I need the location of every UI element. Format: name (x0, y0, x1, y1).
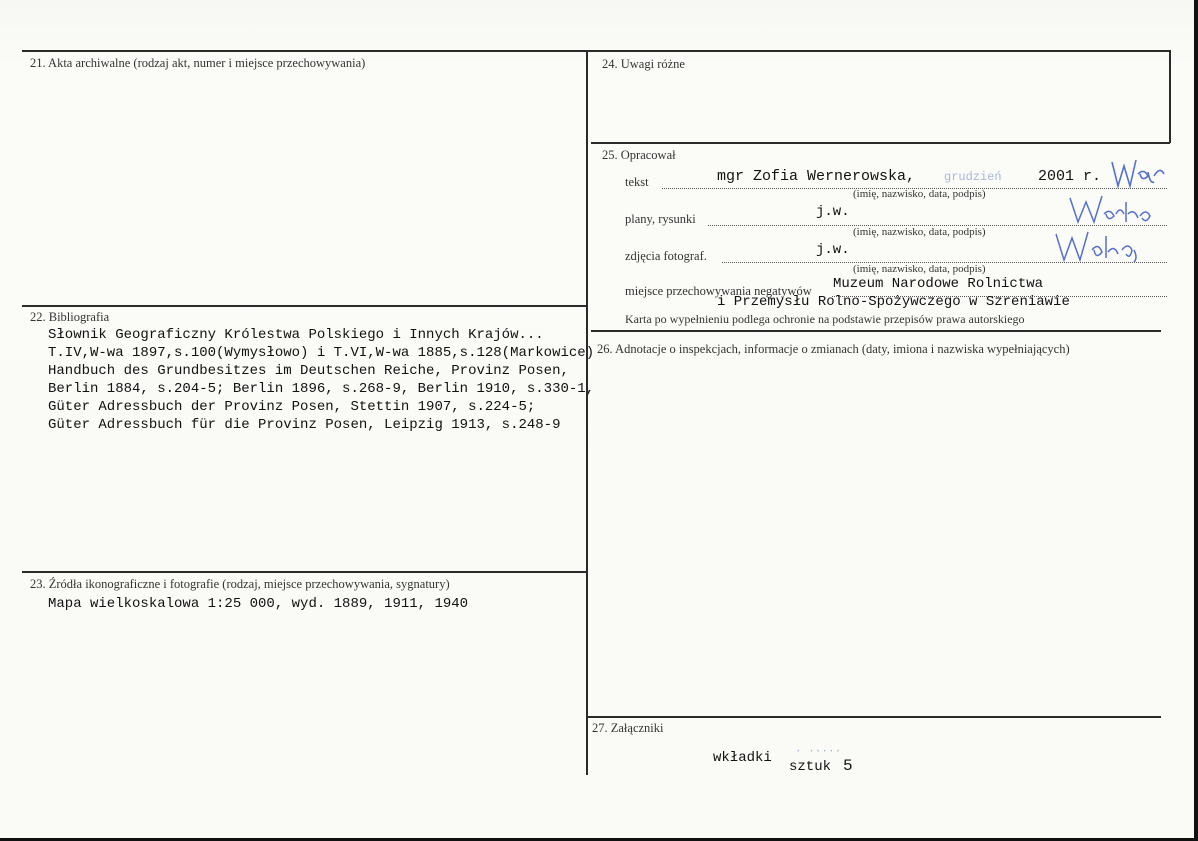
bibliography-line: Handbuch des Grundbesitzes im Deutschen Reiche, Provinz Posen, (48, 363, 569, 379)
section-27-label: 27. Załączniki (592, 721, 664, 735)
bibliography-line: T.IV,W-wa 1897,s.100(Wymysłowo) i T.VI,W-wa 1885,s.128(Markowice) (48, 345, 595, 361)
attachments-stamp: · ····· (795, 746, 842, 758)
zdjecia-hint: (imię, nazwisko, data, podpis) (853, 263, 986, 275)
zdjecia-label: zdjęcia fotograf. (625, 249, 707, 263)
negatives-line1: Muzeum Narodowe Rolnictwa (833, 276, 1044, 292)
bibliography-line: Güter Adressbuch der Provinz Posen, Stettin 1907, s.224-5; (48, 399, 536, 415)
zdjecia-value: j.w. (816, 242, 850, 258)
section-21-label: 21. Akta archiwalne (rodzaj akt, numer i miejsce przechowywania) (30, 56, 366, 70)
negatives-line2: i Przemysłu Rolno-Spożywczego w Szreniawie (717, 294, 1070, 310)
bibliography-text (48, 326, 594, 434)
top-rule (22, 50, 1170, 52)
section-22-label: 22. Bibliografia (30, 310, 110, 324)
negatives-label: miejsce przechowywania negatywów (625, 284, 812, 298)
signature-1 (1108, 152, 1168, 192)
plany-value: j.w. (816, 204, 850, 220)
scan-edge-right (1194, 0, 1198, 841)
rule-25-26 (591, 330, 1161, 332)
tekst-year: 2001 r. (1038, 168, 1102, 185)
bibliography-line: Güter Adressbuch für die Provinz Posen, Leipzig 1913, s.248-9 (48, 417, 561, 433)
right-box-edge (1169, 50, 1171, 143)
section-23-label: 23. Źródła ikonograficzne i fotografie (rodzaj, miejsce przechowywania, sygnatury) (30, 577, 450, 591)
tekst-value: mgr Zofia Wernerowska, (717, 168, 916, 185)
attachments-count-label: sztuk (789, 759, 832, 775)
section-25-label: 25. Opracował (602, 148, 676, 162)
section-26-label: 26. Adnotacje o inspekcjach, informacje o zmianach (daty, imiona i nazwiska wypełniających) (597, 342, 1070, 356)
section-24-label: 24. Uwagi różne (602, 57, 685, 71)
plany-label: plany, rysunki (625, 212, 696, 226)
tekst-hint: (imię, nazwisko, data, podpis) (853, 188, 986, 200)
tekst-label: tekst (625, 175, 649, 189)
date-stamp: grudzień (944, 170, 1002, 184)
attachments-item: wkładki (713, 750, 772, 766)
plany-hint: (imię, nazwisko, data, podpis) (853, 226, 986, 238)
signature-3 (1052, 228, 1142, 264)
rule-21-22 (22, 305, 587, 307)
section-23-value: Mapa wielkoskalowa 1:25 000, wyd. 1889, 1911, 1940 (48, 596, 469, 612)
bibliography-line: Berlin 1884, s.204-5; Berlin 1896, s.268-9, Berlin 1910, s.330-1, (48, 381, 595, 397)
rule-24-25 (591, 142, 1170, 144)
rule-22-23 (22, 571, 587, 573)
attachments-count: 5 (843, 757, 853, 775)
signature-2 (1066, 192, 1156, 226)
rule-26-27 (586, 716, 1161, 718)
bibliography-line: Słownik Geograficzny Królestwa Polskiego i Innych Krajów... (48, 327, 544, 343)
copyright-note: Karta po wypełnieniu podlega ochronie na podstawie przepisów prawa autorskiego (625, 312, 1025, 326)
